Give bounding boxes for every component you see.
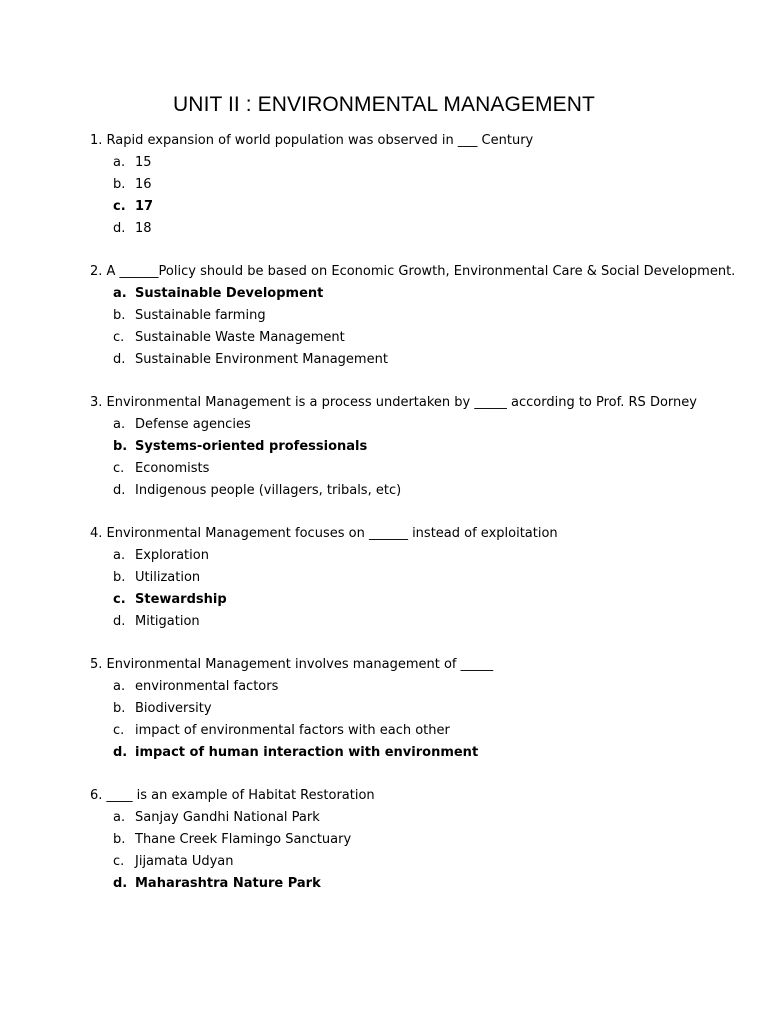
question-5 bbox=[90, 654, 750, 764]
option-correct-answer bbox=[90, 589, 750, 611]
question-text: 1. Rapid expansion of world population was observed in ___ Century bbox=[90, 133, 534, 148]
option-text: impact of human interaction with environment bbox=[135, 745, 479, 760]
question-text: 3. Environmental Management is a process undertaken by _____ according to Prof. RS Dorney bbox=[90, 395, 697, 410]
option-letter: a. bbox=[113, 679, 126, 694]
option-text: Systems-oriented professionals bbox=[135, 439, 368, 454]
option-text: Exploration bbox=[135, 548, 209, 563]
option-correct-answer bbox=[90, 283, 750, 305]
option-letter: c. bbox=[113, 461, 125, 476]
option-item bbox=[90, 349, 750, 371]
option-text: 15 bbox=[135, 155, 152, 170]
option-letter: b. bbox=[113, 832, 126, 847]
option-item bbox=[90, 698, 750, 720]
option-letter: b. bbox=[113, 308, 126, 323]
option-text: impact of environmental factors with each other bbox=[135, 723, 450, 738]
question-text: 6. ____ is an example of Habitat Restoration bbox=[90, 788, 375, 803]
option-letter: c. bbox=[113, 723, 125, 738]
option-text: Indigenous people (villagers, tribals, etc) bbox=[135, 483, 402, 498]
option-letter: a. bbox=[113, 810, 126, 825]
option-list bbox=[90, 152, 750, 240]
option-item bbox=[90, 174, 750, 196]
option-letter: d. bbox=[113, 483, 126, 498]
option-text: Mitigation bbox=[135, 614, 200, 629]
option-letter: c. bbox=[113, 199, 126, 214]
question-1 bbox=[90, 130, 750, 240]
option-text: Biodiversity bbox=[135, 701, 212, 716]
option-list bbox=[90, 676, 750, 764]
option-item bbox=[90, 807, 750, 829]
option-text: 17 bbox=[135, 199, 154, 214]
option-correct-answer bbox=[90, 196, 750, 218]
option-list bbox=[90, 283, 750, 371]
question-list bbox=[90, 130, 750, 916]
option-text: Sustainable Environment Management bbox=[135, 352, 388, 367]
option-text: Jijamata Udyan bbox=[135, 854, 234, 869]
option-item bbox=[90, 611, 750, 633]
option-letter: a. bbox=[113, 548, 126, 563]
option-correct-answer bbox=[90, 742, 750, 764]
option-item bbox=[90, 152, 750, 174]
question-4 bbox=[90, 523, 750, 633]
option-item bbox=[90, 218, 750, 240]
option-correct-answer bbox=[90, 873, 750, 895]
option-letter: d. bbox=[113, 614, 126, 629]
option-letter: a. bbox=[113, 417, 126, 432]
option-item bbox=[90, 327, 750, 349]
question-text: 5. Environmental Management involves management of _____ bbox=[90, 657, 494, 672]
option-letter: a. bbox=[113, 286, 127, 301]
question-2 bbox=[90, 261, 750, 371]
option-text: Stewardship bbox=[135, 592, 227, 607]
option-item bbox=[90, 480, 750, 502]
option-correct-answer bbox=[90, 436, 750, 458]
question-3 bbox=[90, 392, 750, 502]
option-item bbox=[90, 545, 750, 567]
option-item bbox=[90, 851, 750, 873]
option-letter: c. bbox=[113, 330, 125, 345]
question-text: 4. Environmental Management focuses on ______ instead of exploitation bbox=[90, 526, 558, 541]
option-letter: b. bbox=[113, 701, 126, 716]
option-text: Defense agencies bbox=[135, 417, 251, 432]
option-text: Utilization bbox=[135, 570, 201, 585]
option-text: environmental factors bbox=[135, 679, 279, 694]
option-letter: d. bbox=[113, 352, 126, 367]
question-6 bbox=[90, 785, 750, 895]
question-text: 2. A ______Policy should be based on Economic Growth, Environmental Care & Social Development. bbox=[90, 264, 736, 279]
option-text: Thane Creek Flamingo Sanctuary bbox=[135, 832, 352, 847]
option-text: 18 bbox=[135, 221, 152, 236]
option-text: Sanjay Gandhi National Park bbox=[135, 810, 320, 825]
page-title: UNIT II : ENVIRONMENTAL MANAGEMENT bbox=[173, 93, 595, 116]
option-text: Sustainable Waste Management bbox=[135, 330, 345, 345]
option-item bbox=[90, 829, 750, 851]
option-text: Maharashtra Nature Park bbox=[135, 876, 321, 891]
option-item bbox=[90, 305, 750, 327]
option-list bbox=[90, 414, 750, 502]
option-letter: b. bbox=[113, 439, 128, 454]
option-item bbox=[90, 567, 750, 589]
option-letter: d. bbox=[113, 745, 128, 760]
option-text: 16 bbox=[135, 177, 152, 192]
option-letter: c. bbox=[113, 854, 125, 869]
option-text: Sustainable farming bbox=[135, 308, 266, 323]
option-list bbox=[90, 545, 750, 633]
option-text: Economists bbox=[135, 461, 210, 476]
option-item bbox=[90, 458, 750, 480]
option-item bbox=[90, 414, 750, 436]
option-item bbox=[90, 676, 750, 698]
option-letter: a. bbox=[113, 155, 126, 170]
option-letter: d. bbox=[113, 876, 128, 891]
option-letter: c. bbox=[113, 592, 126, 607]
option-letter: b. bbox=[113, 177, 126, 192]
option-list bbox=[90, 807, 750, 895]
option-item bbox=[90, 720, 750, 742]
option-letter: b. bbox=[113, 570, 126, 585]
option-letter: d. bbox=[113, 221, 126, 236]
option-text: Sustainable Development bbox=[135, 286, 324, 301]
